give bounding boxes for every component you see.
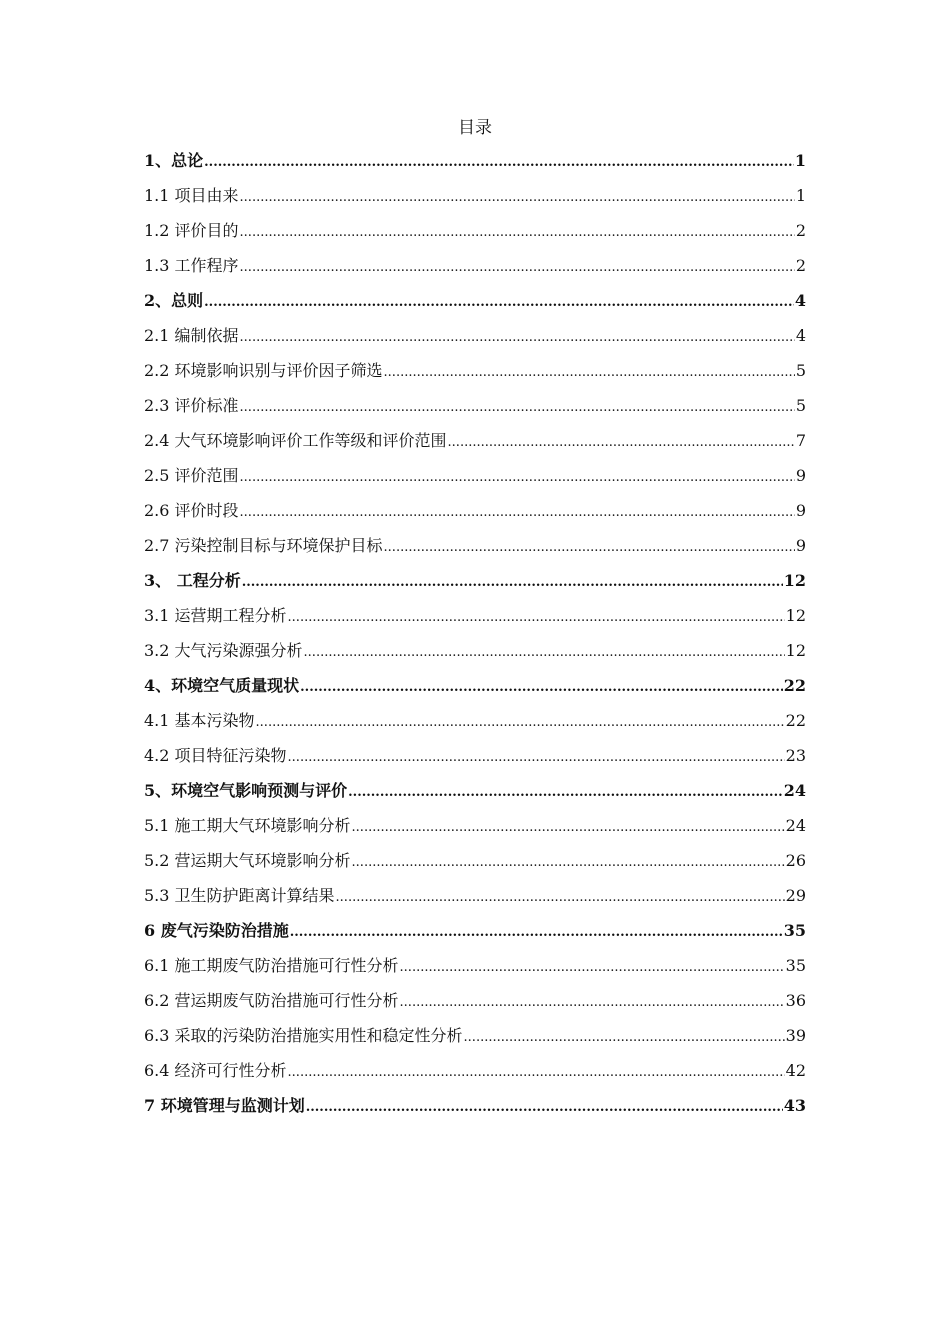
toc-leader-dots [288,603,785,633]
toc-leader-dots [336,883,785,913]
toc-entry-page-number: 2 [795,221,806,240]
toc-leader-dots [240,183,795,213]
toc-entry[interactable] [144,391,806,426]
toc-leader-dots [464,1023,785,1053]
toc-entry[interactable] [144,1091,806,1126]
toc-entry-page-number: 26 [785,851,806,870]
toc-entry-page-number: 2 [795,256,806,275]
toc-entry-label: 1.3 工作程序 [144,256,239,275]
toc-entry-label: 5.2 营运期大气环境影响分析 [144,851,351,870]
toc-entry[interactable] [144,321,806,356]
toc-entry-label: 3.1 运营期工程分析 [144,606,287,625]
toc-entry-page-number: 12 [785,641,806,660]
toc-entry[interactable] [144,356,806,391]
toc-entry-label: 6.4 经济可行性分析 [144,1061,287,1080]
toc-entry-page-number: 42 [785,1061,806,1080]
toc-entry[interactable] [144,916,806,951]
toc-entry-page-number: 35 [785,956,806,975]
toc-entry-label: 2.5 评价范围 [144,466,239,485]
toc-entry-label: 1、总论 [144,151,204,170]
toc-entry-label: 2.6 评价时段 [144,501,239,520]
toc-entry-page-number: 4 [794,291,806,310]
toc-entry-page-number: 12 [785,606,806,625]
toc-entry-page-number: 36 [785,991,806,1010]
toc-list [144,146,806,1126]
toc-entry[interactable] [144,776,806,811]
toc-leader-dots [204,288,794,318]
toc-entry[interactable] [144,461,806,496]
toc-entry[interactable] [144,1056,806,1091]
toc-entry-page-number: 4 [795,326,806,345]
toc-leader-dots [204,148,794,178]
toc-leader-dots [240,218,795,248]
toc-leader-dots [290,918,783,948]
toc-entry[interactable] [144,251,806,286]
toc-entry-page-number: 35 [783,921,806,940]
toc-entry-page-number: 7 [795,431,806,450]
toc-entry-page-number: 22 [783,676,806,695]
toc-leader-dots [400,988,785,1018]
toc-entry-label: 5.3 卫生防护距离计算结果 [144,886,335,905]
toc-entry-label: 6 废气污染防治措施 [144,921,289,940]
toc-leader-dots [242,568,783,598]
toc-entry[interactable] [144,706,806,741]
toc-entry-label: 6.3 采取的污染防治措施实用性和稳定性分析 [144,1026,463,1045]
toc-entry[interactable] [144,881,806,916]
toc-entry-label: 4.1 基本污染物 [144,711,255,730]
toc-leader-dots [306,1093,783,1123]
toc-entry-label: 2.2 环境影响识别与评价因子筛选 [144,361,383,380]
toc-entry-page-number: 9 [795,536,806,555]
toc-entry-page-number: 43 [783,1096,806,1115]
toc-entry-page-number: 23 [785,746,806,765]
toc-entry[interactable] [144,671,806,706]
toc-leader-dots [348,778,783,808]
toc-entry-label: 1.1 项目由来 [144,186,239,205]
toc-leader-dots [240,323,795,353]
toc-entry-page-number: 24 [783,781,806,800]
toc-entry[interactable] [144,216,806,251]
toc-entry[interactable] [144,846,806,881]
toc-entry-page-number: 12 [783,571,806,590]
toc-leader-dots [384,358,795,388]
toc-leader-dots [256,708,785,738]
toc-entry[interactable] [144,181,806,216]
toc-leader-dots [240,253,795,283]
toc-entry-label: 4.2 项目特征污染物 [144,746,287,765]
toc-entry[interactable] [144,496,806,531]
toc-entry-label: 2.3 评价标准 [144,396,239,415]
toc-entry-label: 3.2 大气污染源强分析 [144,641,303,660]
toc-entry-label: 6.1 施工期废气防治措施可行性分析 [144,956,399,975]
toc-entry-page-number: 24 [785,816,806,835]
toc-leader-dots [240,393,795,423]
toc-entry-page-number: 9 [795,466,806,485]
toc-leader-dots [352,813,785,843]
toc-entry-label: 7 环境管理与监测计划 [144,1096,305,1115]
toc-entry[interactable] [144,566,806,601]
toc-entry-page-number: 22 [785,711,806,730]
toc-entry[interactable] [144,811,806,846]
toc-entry[interactable] [144,531,806,566]
toc-title: 目录 [458,118,492,138]
toc-entry[interactable] [144,741,806,776]
toc-entry-label: 6.2 营运期废气防治措施可行性分析 [144,991,399,1010]
toc-leader-dots [288,1058,785,1088]
toc-leader-dots [448,428,795,458]
toc-leader-dots [288,743,785,773]
toc-entry[interactable] [144,146,806,181]
toc-entry[interactable] [144,636,806,671]
toc-entry-label: 1.2 评价目的 [144,221,239,240]
toc-entry-page-number: 39 [785,1026,806,1045]
toc-leader-dots [300,673,783,703]
toc-leader-dots [240,498,795,528]
toc-entry[interactable] [144,951,806,986]
toc-entry-page-number: 5 [795,396,806,415]
toc-entry-label: 2.1 编制依据 [144,326,239,345]
toc-entry-label: 2.7 污染控制目标与环境保护目标 [144,536,383,555]
toc-entry-label: 2、总则 [144,291,204,310]
toc-entry-label: 2.4 大气环境影响评价工作等级和评价范围 [144,431,447,450]
toc-entry[interactable] [144,986,806,1021]
toc-entry-label: 4、环境空气质量现状 [144,676,300,695]
toc-entry-page-number: 1 [795,186,806,205]
toc-leader-dots [304,638,785,668]
toc-entry-page-number: 29 [785,886,806,905]
toc-entry[interactable] [144,1021,806,1056]
toc-entry-label: 3、 工程分析 [144,571,241,590]
toc-entry-label: 5.1 施工期大气环境影响分析 [144,816,351,835]
toc-entry-page-number: 1 [794,151,806,170]
toc-entry-label: 5、环境空气影响预测与评价 [144,781,348,800]
toc-leader-dots [240,463,795,493]
toc-entry[interactable] [144,286,806,321]
toc-entry[interactable] [144,426,806,461]
toc-entry-page-number: 9 [795,501,806,520]
toc-entry-page-number: 5 [795,361,806,380]
toc-entry[interactable] [144,601,806,636]
toc-leader-dots [352,848,785,878]
toc-leader-dots [384,533,795,563]
toc-leader-dots [400,953,785,983]
